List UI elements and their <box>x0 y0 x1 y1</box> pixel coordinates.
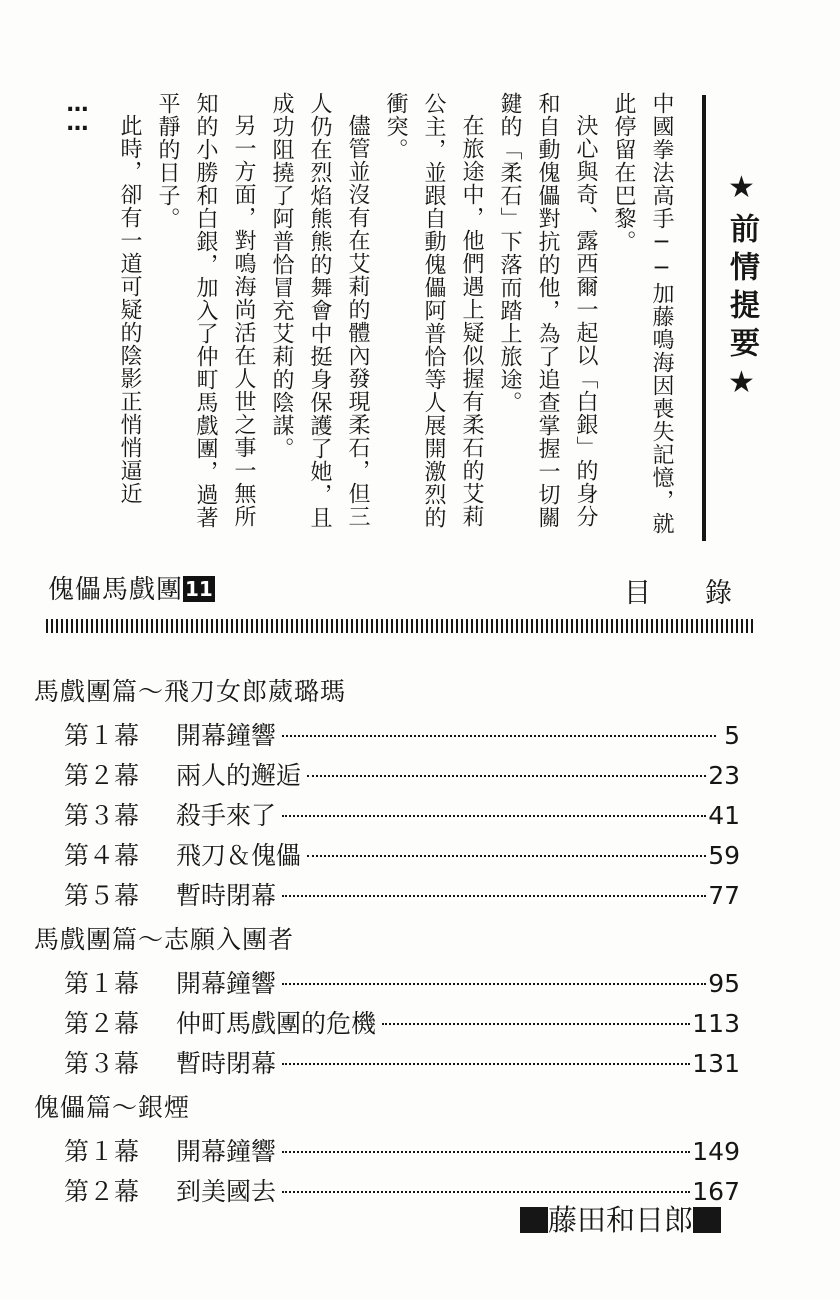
synopsis-paragraph: 在旅途中，他們遇上疑似握有柔石的艾莉公主，並跟自動傀儡阿普恰等人展開激烈的衝突。 <box>383 92 484 529</box>
synopsis-paragraph: 決心與奇、露西爾一起以「白銀」的身分和自動傀儡對抗的他，為了追查掌握一切關鍵的「柔石」下落而踏上旅途。 <box>497 92 598 529</box>
page-number: 77 <box>708 881 740 910</box>
act-title: 暫時閉幕 <box>176 1049 277 1078</box>
table-of-contents <box>34 668 740 1212</box>
synopsis-paragraph: 另一方面，對鳴海尚活在人世之事一無所知的小勝和白銀，加入了仲町馬戲團，過著平靜的日子。 <box>155 92 256 529</box>
dot-leader <box>282 1191 690 1193</box>
arc-title: 馬戲團篇～飛刀女郎葳璐瑪 <box>34 677 347 706</box>
toc-entry <box>34 1004 740 1044</box>
synopsis-ellipsis: …… <box>65 92 90 130</box>
act-number: 第１幕 <box>64 969 140 998</box>
act-title: 殺手來了 <box>176 801 277 830</box>
act-number: 第１幕 <box>64 1137 140 1166</box>
act-title: 開幕鐘響 <box>176 969 277 998</box>
dot-leader <box>307 855 706 857</box>
book-title-text: 傀儡馬戲團 <box>48 575 184 605</box>
act-title: 開幕鐘響 <box>176 1137 277 1166</box>
synopsis-paragraph: 此時，卻有一道可疑的陰影正悄悄逼近 <box>117 114 142 505</box>
act-title: 暫時閉幕 <box>176 881 277 910</box>
dot-leader <box>282 1063 690 1065</box>
arc-title: 傀儡篇～銀煙 <box>34 1093 191 1122</box>
book-title <box>48 569 215 606</box>
dot-leader <box>282 983 706 985</box>
synopsis-paragraph: 儘管並沒有在艾莉的體內發現柔石，但三人仍在烈焰熊熊的舞會中挺身保護了她，且成功阻撓了阿普恰冒充艾莉的陰謀。 <box>269 92 370 529</box>
act-title: 兩人的邂逅 <box>176 761 302 790</box>
synopsis-text <box>58 92 680 542</box>
act-number: 第２幕 <box>64 1177 140 1206</box>
toc-arc <box>34 916 740 1084</box>
act-title: 仲町馬戲團的危機 <box>176 1009 377 1038</box>
page-number: 5 <box>724 721 740 750</box>
toc-arc <box>34 668 740 916</box>
dot-leader <box>282 815 706 817</box>
synopsis-heading: ★前情提要★ <box>724 170 759 408</box>
act-title: 開幕鐘響 <box>176 721 277 750</box>
dot-leader <box>307 775 706 777</box>
author-block-right <box>693 1207 721 1233</box>
act-title: 飛刀＆傀儡 <box>176 841 302 870</box>
page-number: 113 <box>692 1009 740 1038</box>
author-name: 藤田和日郎 <box>548 1203 694 1237</box>
volume-badge: 11 <box>185 577 213 601</box>
toc-entry <box>34 964 740 1004</box>
dot-leader <box>282 1151 690 1153</box>
toc-title: 目錄 <box>624 578 786 609</box>
decorative-barcode-divider <box>46 619 754 633</box>
page-number: 23 <box>708 761 740 790</box>
act-number: 第１幕 <box>64 721 140 750</box>
page-number: 59 <box>708 841 740 870</box>
act-number: 第３幕 <box>64 801 140 830</box>
toc-entry <box>34 876 740 916</box>
page-number: 41 <box>708 801 740 830</box>
toc-entry <box>34 1132 740 1172</box>
act-title: 到美國去 <box>176 1177 277 1206</box>
page-number: 149 <box>692 1137 740 1166</box>
toc-arc <box>34 1084 740 1212</box>
act-number: 第３幕 <box>64 1049 140 1078</box>
author-block-left <box>520 1207 548 1233</box>
toc-entry <box>34 836 740 876</box>
act-number: 第５幕 <box>64 881 140 910</box>
synopsis-divider <box>702 95 706 541</box>
arc-title: 馬戲團篇～志願入團者 <box>34 925 295 954</box>
toc-entry <box>34 756 740 796</box>
dot-leader <box>382 1023 690 1025</box>
synopsis-paragraph: 中國拳法高手──加藤鳴海因喪失記憶，就此停留在巴黎。 <box>611 92 674 535</box>
act-number: 第２幕 <box>64 1009 140 1038</box>
dot-leader <box>282 895 706 897</box>
act-number: 第２幕 <box>64 761 140 790</box>
toc-entry <box>34 716 740 756</box>
author-credit <box>520 1202 721 1238</box>
toc-entry <box>34 1044 740 1084</box>
page-number: 95 <box>708 969 740 998</box>
page-number: 167 <box>692 1177 740 1206</box>
toc-entry <box>34 796 740 836</box>
act-number: 第４幕 <box>64 841 140 870</box>
page-number: 131 <box>692 1049 740 1078</box>
dot-leader <box>282 735 716 737</box>
